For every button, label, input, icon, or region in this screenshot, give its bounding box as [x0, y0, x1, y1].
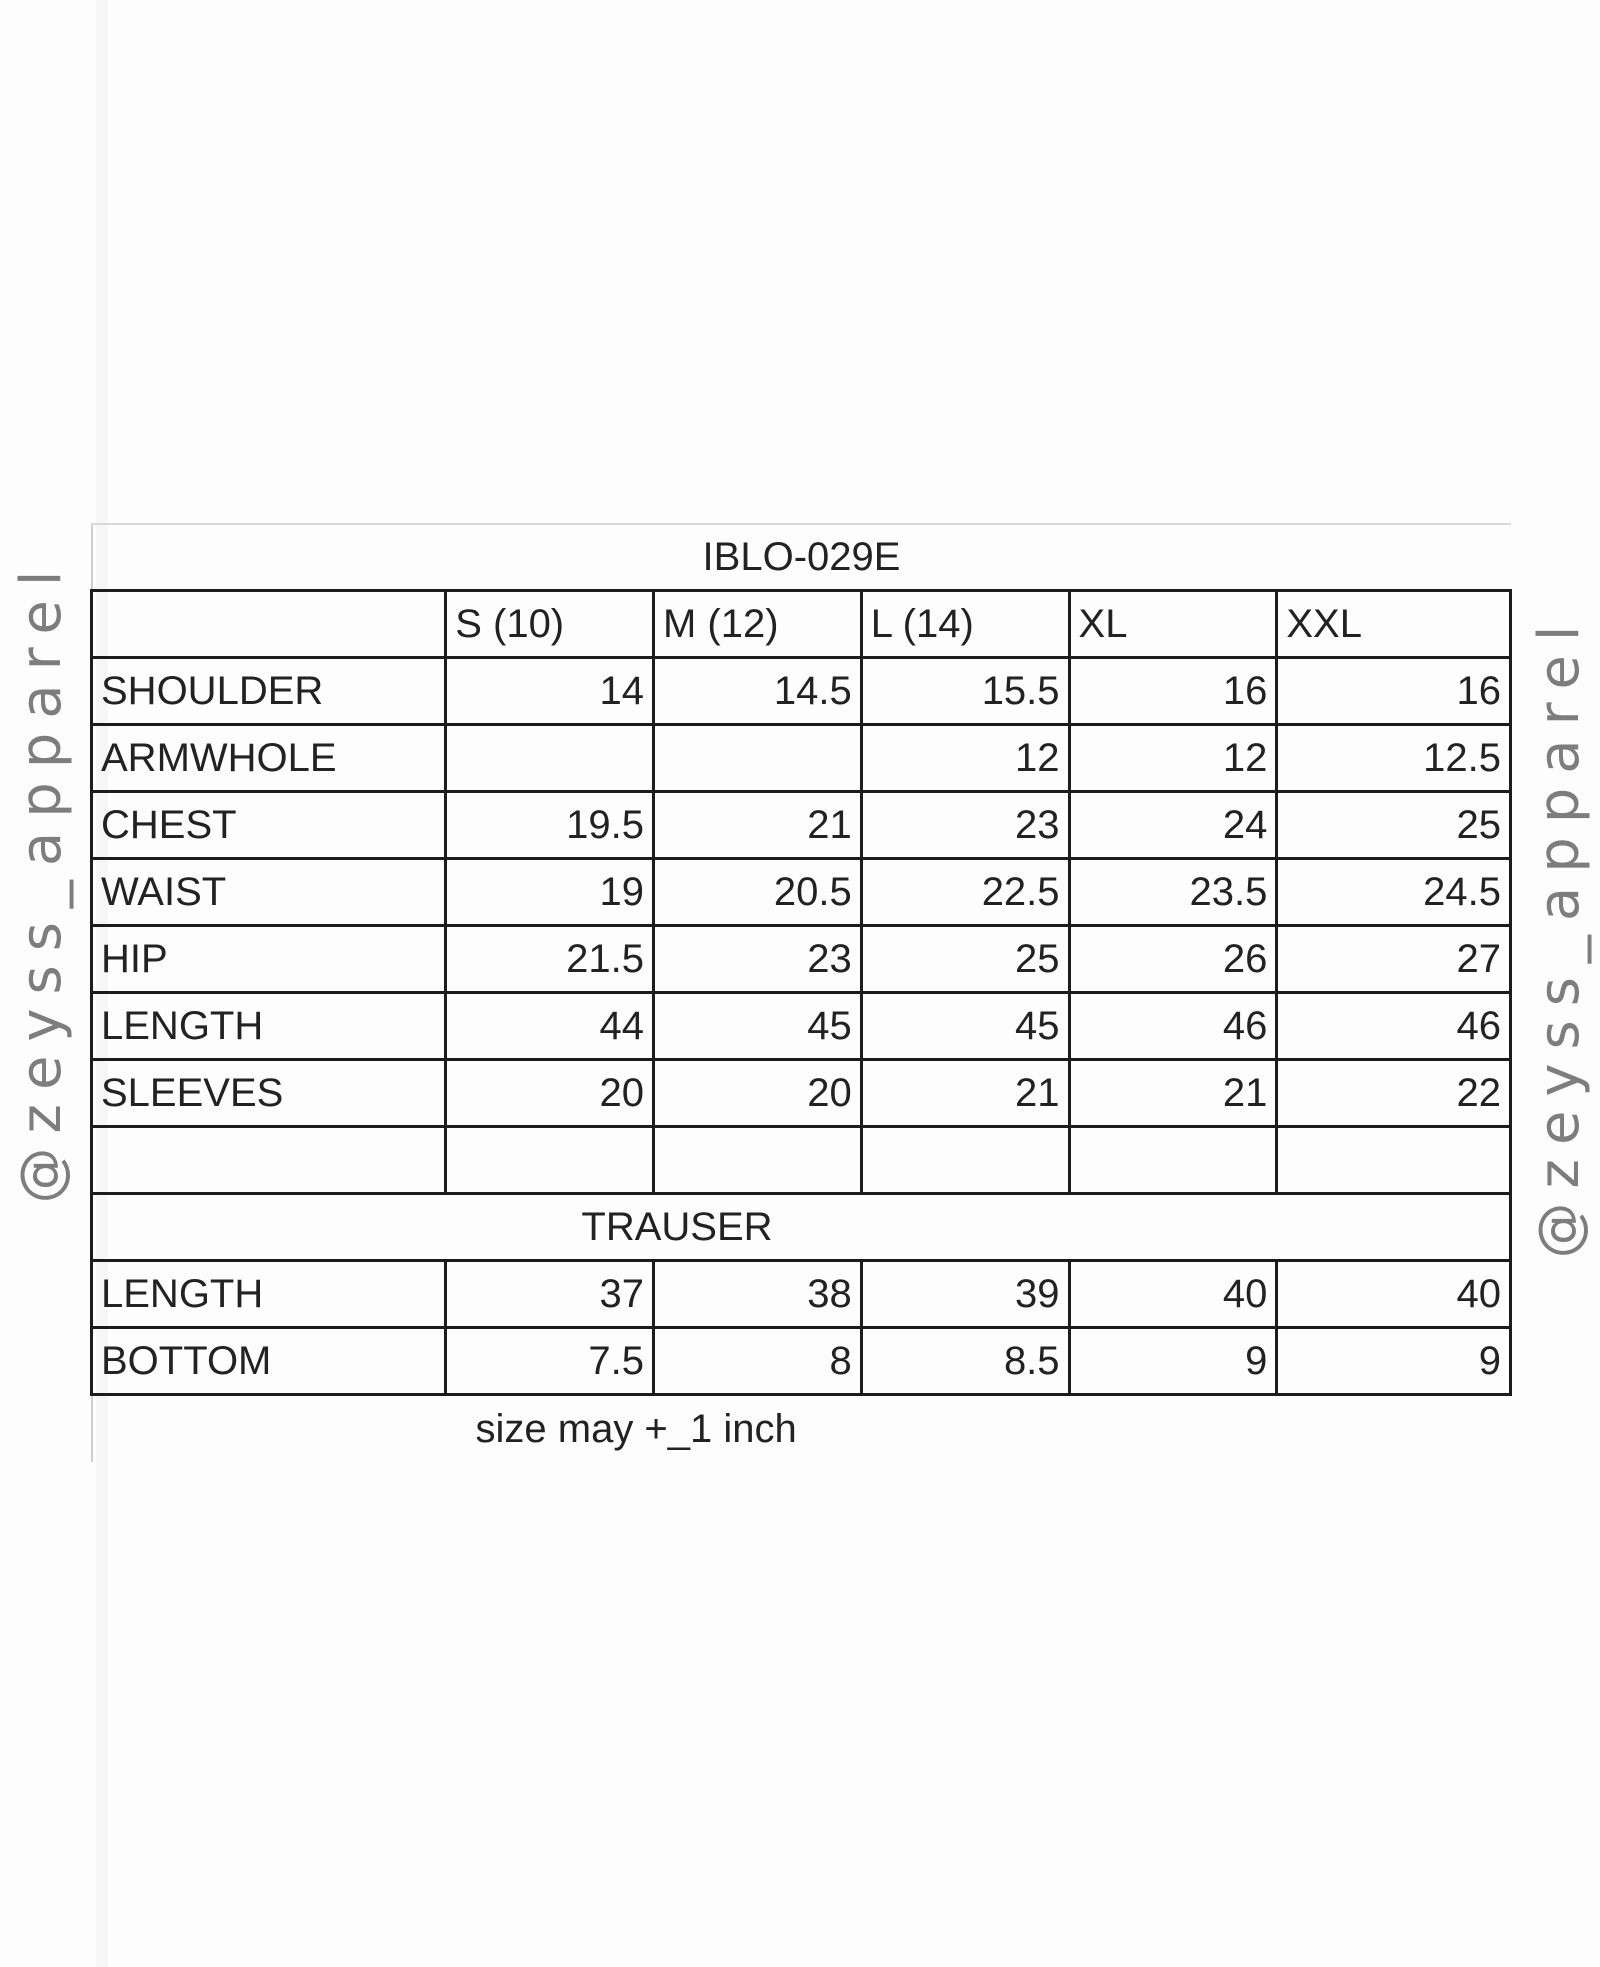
measurement-row-length — [92, 993, 1511, 1060]
measurement-row-sleeves — [92, 1060, 1511, 1127]
row-label: SLEEVES — [92, 1060, 446, 1127]
chart-title-row — [92, 524, 1511, 591]
header-size-xxl: XXL — [1277, 591, 1511, 658]
measurement-row-armwhole — [92, 725, 1511, 792]
value-cell: 25 — [861, 926, 1069, 993]
value-cell: 22 — [1277, 1060, 1511, 1127]
value-cell: 12 — [861, 725, 1069, 792]
header-size-m: M (12) — [653, 591, 861, 658]
value-cell: 14 — [446, 658, 654, 725]
value-cell: 20.5 — [653, 859, 861, 926]
size-chart — [90, 523, 1512, 1462]
value-cell: 20 — [653, 1060, 861, 1127]
chart-title: IBLO-029E — [92, 524, 1511, 591]
empty-cell — [653, 1127, 861, 1194]
value-cell: 7.5 — [446, 1328, 654, 1395]
empty-cell — [92, 1127, 446, 1194]
empty-cell — [1069, 1127, 1277, 1194]
trouser-section-title: TRAUSER — [581, 1204, 773, 1249]
trouser-section-cell — [92, 1194, 1511, 1261]
value-cell: 23 — [653, 926, 861, 993]
measurement-row-waist — [92, 859, 1511, 926]
value-cell: 14.5 — [653, 658, 861, 725]
value-cell: 21 — [861, 1060, 1069, 1127]
value-cell: 21.5 — [446, 926, 654, 993]
empty-cell — [1277, 1127, 1511, 1194]
value-cell: 45 — [653, 993, 861, 1060]
value-cell: 16 — [1069, 658, 1277, 725]
empty-cell — [446, 1127, 654, 1194]
value-cell: 8 — [653, 1328, 861, 1395]
value-cell — [446, 725, 654, 792]
value-cell: 46 — [1277, 993, 1511, 1060]
measurement-row-chest — [92, 792, 1511, 859]
measurement-row-hip — [92, 926, 1511, 993]
row-label: WAIST — [92, 859, 446, 926]
header-size-l: L (14) — [861, 591, 1069, 658]
value-cell: 24.5 — [1277, 859, 1511, 926]
value-cell: 12.5 — [1277, 725, 1511, 792]
value-cell: 21 — [653, 792, 861, 859]
empty-row — [92, 1127, 1511, 1194]
value-cell: 40 — [1069, 1261, 1277, 1328]
value-cell: 44 — [446, 993, 654, 1060]
value-cell: 45 — [861, 993, 1069, 1060]
header-size-s: S (10) — [446, 591, 654, 658]
note-cell — [92, 1395, 1511, 1463]
row-label: CHEST — [92, 792, 446, 859]
value-cell: 22.5 — [861, 859, 1069, 926]
value-cell: 8.5 — [861, 1328, 1069, 1395]
value-cell: 23.5 — [1069, 859, 1277, 926]
row-label: LENGTH — [92, 1261, 446, 1328]
watermark-left: @zeyss_apparel — [9, 556, 74, 1204]
value-cell: 9 — [1277, 1328, 1511, 1395]
value-cell: 12 — [1069, 725, 1277, 792]
header-blank-cell — [92, 591, 446, 658]
trouser-row-bottom — [92, 1328, 1511, 1395]
value-cell: 24 — [1069, 792, 1277, 859]
row-label: LENGTH — [92, 993, 446, 1060]
value-cell: 19.5 — [446, 792, 654, 859]
value-cell: 19 — [446, 859, 654, 926]
size-header-row — [92, 591, 1511, 658]
value-cell: 26 — [1069, 926, 1277, 993]
value-cell: 40 — [1277, 1261, 1511, 1328]
value-cell: 9 — [1069, 1328, 1277, 1395]
row-label: HIP — [92, 926, 446, 993]
value-cell: 38 — [653, 1261, 861, 1328]
note-row — [92, 1395, 1511, 1463]
row-label: SHOULDER — [92, 658, 446, 725]
header-size-xl: XL — [1069, 591, 1277, 658]
value-cell: 25 — [1277, 792, 1511, 859]
row-label: ARMWHOLE — [92, 725, 446, 792]
value-cell: 20 — [446, 1060, 654, 1127]
trouser-row-length — [92, 1261, 1511, 1328]
watermark-right: @zeyss_apparel — [1527, 611, 1592, 1259]
row-label: BOTTOM — [92, 1328, 446, 1395]
value-cell: 15.5 — [861, 658, 1069, 725]
trouser-section-row — [92, 1194, 1511, 1261]
empty-cell — [861, 1127, 1069, 1194]
value-cell: 23 — [861, 792, 1069, 859]
value-cell: 16 — [1277, 658, 1511, 725]
measurement-row-shoulder — [92, 658, 1511, 725]
value-cell: 21 — [1069, 1060, 1277, 1127]
value-cell — [653, 725, 861, 792]
value-cell: 27 — [1277, 926, 1511, 993]
size-tolerance-note: size may +_1 inch — [475, 1406, 797, 1451]
value-cell: 39 — [861, 1261, 1069, 1328]
size-chart-table — [90, 523, 1512, 1462]
value-cell: 46 — [1069, 993, 1277, 1060]
value-cell: 37 — [446, 1261, 654, 1328]
